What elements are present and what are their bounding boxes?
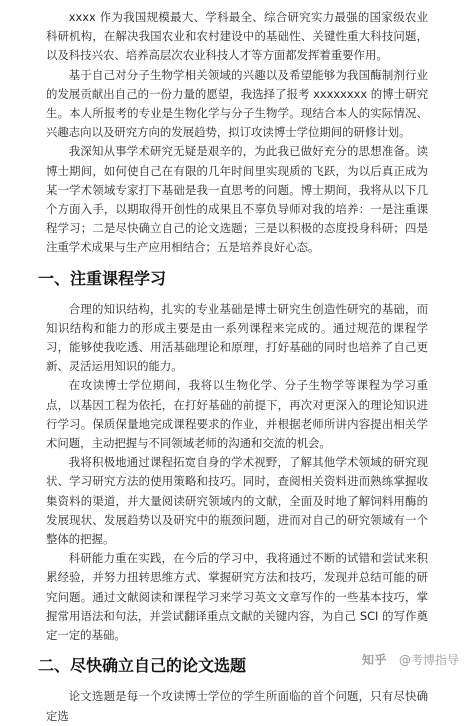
watermark-account: @考博指导 — [398, 653, 459, 667]
intro-paragraph-1: xxxx 作为我国规模最大、学科最全、综合研究实力最强的国家级农业科研机构，在解决我国农业和农村建设中的基础性、关键性重大科技问题，以及科技兴农、培养高层次农业科技人才等方面都发挥着重要作用。 — [46, 10, 428, 63]
zhihu-watermark — [359, 650, 462, 669]
section-1-paragraph-1: 合理的知识结构，扎实的专业基础是博士研究生创造性研究的基础，而知识结构和能力的形成主要是由一系列课程来完成的。通过规范的课程学习，能够使我吃透、用活基础理论和原理，打好基础的同时也培养了自己更新、灵活运用知识的能力。 — [46, 301, 428, 374]
section-1-heading: 一、注重课程学习 — [38, 268, 167, 288]
intro-paragraph-2: 基于自己对分子生物学相关领域的兴趣以及希望能够为我国酶制剂行业的发展贡献出自己的一份力量的愿望，我选择了报考 xxxxxxxx 的博士研究生。本人所报考的专业是生物化学与分子生物学。现结合本人的实际情况、兴趣志向以及研究方向的发展趋势，拟订攻读博士学位期间的研修计划。 — [46, 67, 428, 140]
section-1-paragraph-2: 在攻读博士学位期间，我将以生物化学、分子生物学等课程为学习重点，以基因工程为依托，在打好基础的前提下，再次对更深入的理论知识进行学习。保质保量地完成课程要求的作业，并根据老师所讲内容提出相关学术问题，主动把握与不同领域老师的沟通和交流的机会。 — [46, 378, 428, 451]
intro-paragraph-3: 我深知从事学术研究无疑是艰辛的，为此我已做好充分的思想准备。读博士期间，如何使自己在有限的几年时间里实现质的飞跃，为以后真正成为某一学术领域专家打下基础是我一直思考的问题。博士期间，我将从以下几个方面入手，以期取得开创性的成果且不辜负导师对我的培养：一是注重课程学习；二是尽快确立自己的论文选题；三是以积极的态度投身科研；四是注重学术成果与生产应用相结合；五是培养良好心态。 — [46, 144, 428, 255]
document-page — [38, 8, 428, 726]
watermark-platform: 知乎 — [361, 653, 387, 667]
section-1-paragraph-4: 科研能力重在实践，在今后的学习中，我将通过不断的试错和尝试来积累经验，并努力扭转思维方式、掌握研究方法和技巧，发现并总结可能的研究问题。通过文献阅读和课程学习来学习英文文章写作的一些基本技巧，掌握常用语法和句法，并尝试翻译重点文献的关键内容，为自己 SCI 的写作奠定一定的基础。 — [46, 551, 428, 643]
section-2-paragraph-1: 论文选题是每一个攻读博士学位的学生所面临的首个问题，只有尽快确定选 — [46, 689, 428, 723]
section-1-paragraph-3: 我将积极地通过课程拓宽自身的学术视野，了解其他学术领域的研究现状、学习研究方法的使用策略和技巧。同时，查阅相关资料进而熟练掌握收集资料的渠道，并大量阅读研究领域内的文献，全面及时地了解饲料用酶的发展现状、发展趋势以及研究中的瓶颈问题，进而对自己的研究领域有一个整体的把握。 — [46, 455, 428, 547]
section-2-heading: 二、尽快确立自己的论文选题 — [38, 656, 247, 676]
